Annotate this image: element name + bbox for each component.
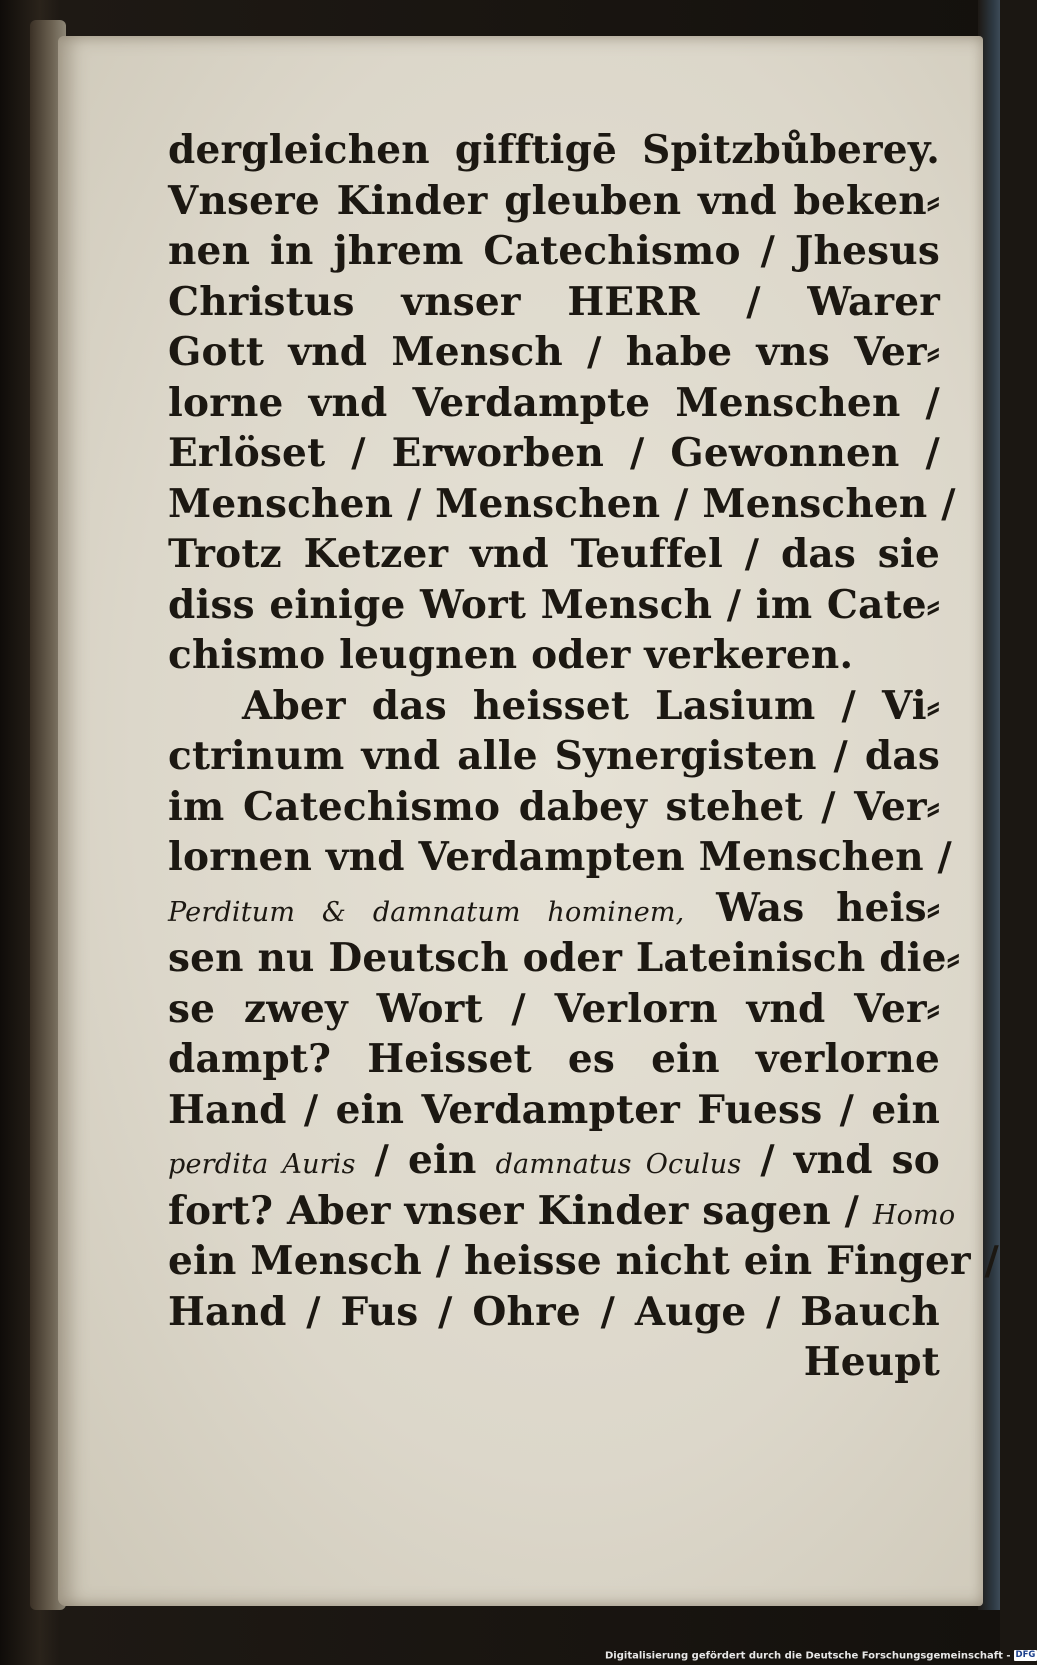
text-line xyxy=(168,1236,999,1287)
text-line xyxy=(168,580,940,631)
page-text xyxy=(168,125,999,1388)
line-text: Aber das heisset Lasium / Vi⸗ xyxy=(242,682,940,729)
line-text: fort? Aber vnser Kinder sagen / xyxy=(168,1187,873,1234)
text-line xyxy=(168,1135,940,1186)
line-text: nen in jhrem Catechismo / Jhesus xyxy=(168,228,940,274)
text-line xyxy=(168,933,960,984)
line-text: Trotz Ketzer vnd Teuffel / das sie xyxy=(168,531,940,577)
text-line xyxy=(168,731,940,782)
latin-text: Perditum & damnatum hominem, xyxy=(168,896,685,928)
line-text: ein Mensch / heisse nicht ein Finger / xyxy=(168,1238,999,1284)
text-line xyxy=(168,984,940,1035)
line-text: chismo leugnen oder verkeren. xyxy=(168,632,854,678)
text-line xyxy=(168,176,940,227)
text-line xyxy=(168,1287,940,1338)
line-text: im Catechismo dabey stehet / Ver⸗ xyxy=(168,783,940,830)
line-text: diss einige Wort Mensch / im Cate⸗ xyxy=(168,581,940,628)
line-text: Erlöset / Erworben / Gewonnen / xyxy=(168,430,940,476)
line-text: Christus vnser HERR / Warer xyxy=(168,278,940,325)
text-line xyxy=(168,529,940,580)
latin-text: perdita Auris xyxy=(168,1149,356,1180)
text-line xyxy=(168,125,940,176)
line-text: Hand / ein Verdampter Fuess / ein xyxy=(168,1086,940,1133)
line-text: Menschen / Menschen / Menschen / xyxy=(168,480,956,527)
line-text: / vnd so xyxy=(741,1137,940,1183)
line-text: / ein xyxy=(355,1137,496,1183)
line-text: sen nu Deutsch oder Lateinisch die⸗ xyxy=(168,935,960,981)
text-line xyxy=(168,1034,940,1085)
line-text: se zwey Wort / Verlorn vnd Ver⸗ xyxy=(168,985,940,1032)
line-text: Heupt xyxy=(803,1339,940,1385)
text-line xyxy=(168,378,940,429)
latin-text: Homo xyxy=(872,1199,956,1231)
line-text: Hand / Fus / Ohre / Auge / Bauch xyxy=(168,1288,940,1335)
text-line xyxy=(168,327,940,378)
text-line xyxy=(168,226,940,277)
text-line xyxy=(168,479,956,530)
digitization-credit xyxy=(605,1650,1037,1662)
dfg-logo: DFG xyxy=(1015,1650,1036,1660)
line-text: lorne vnd Verdampte Menschen / xyxy=(168,379,940,426)
text-line xyxy=(168,832,953,883)
line-text: lornen vnd Verdampten Menschen / xyxy=(168,834,953,880)
line-text: Was heis⸗ xyxy=(684,884,941,931)
line-text: Gott vnd Mensch / habe vns Ver⸗ xyxy=(168,329,940,375)
text-line xyxy=(168,782,940,833)
text-line xyxy=(168,428,940,479)
credit-text: Digitalisierung gefördert durch die Deutsche Forschungsgemeinschaft - xyxy=(605,1650,1011,1662)
text-line xyxy=(168,277,940,328)
text-line xyxy=(168,883,940,934)
latin-text: damnatus Oculus xyxy=(495,1149,742,1180)
catchword xyxy=(168,1337,940,1388)
line-text: dergleichen gifftigē Spitzbůberey. xyxy=(168,127,940,173)
text-line xyxy=(168,1186,956,1237)
text-line xyxy=(168,630,940,681)
line-text: Vnsere Kinder gleuben vnd beken⸗ xyxy=(168,177,940,224)
text-line xyxy=(168,1085,940,1136)
line-text: dampt? Heisset es ein verlorne xyxy=(168,1036,940,1082)
text-line xyxy=(168,681,940,732)
line-text: ctrinum vnd alle Synergisten / das xyxy=(168,733,940,779)
